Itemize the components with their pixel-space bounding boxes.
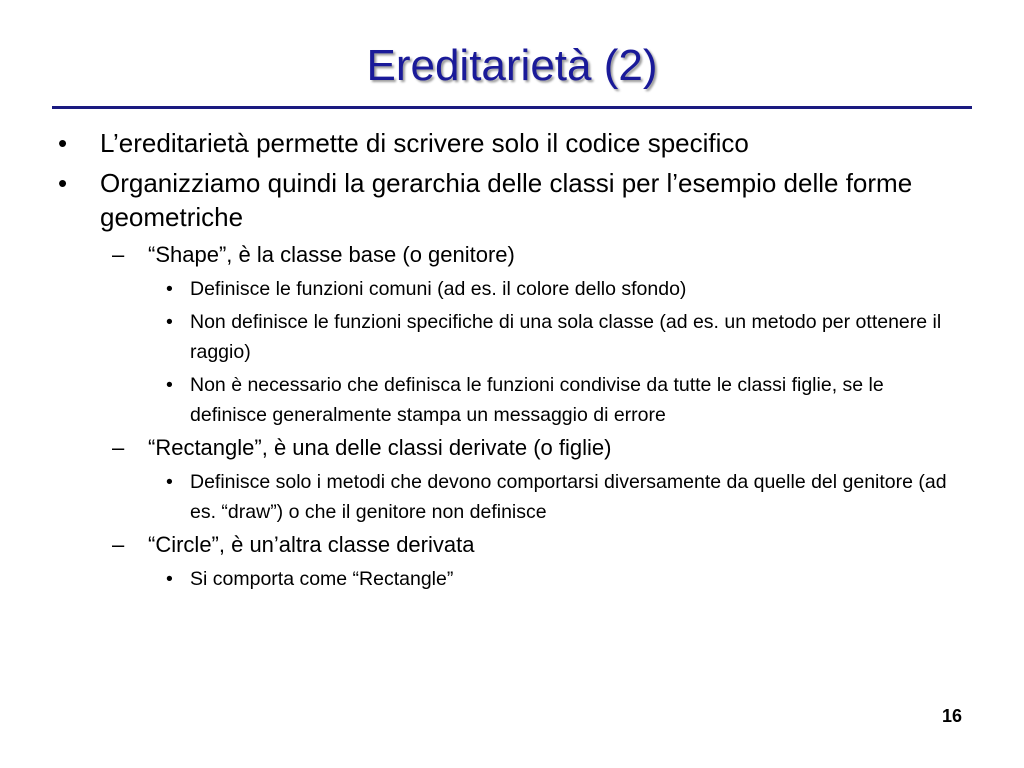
sub-sub-item <box>56 274 956 304</box>
sub-item-text: “Circle”, è un’altra classe derivata <box>148 532 475 557</box>
bullet-item <box>56 166 956 234</box>
bullet-marker: • <box>166 278 173 300</box>
sub-sub-item-text: Si comporta come “Rectangle” <box>190 568 454 590</box>
bullet-text: Organizziamo quindi la gerarchia delle classi per l’esempio delle forme geometriche <box>100 168 913 232</box>
dash-marker: – <box>112 532 125 557</box>
sub-item <box>56 433 956 463</box>
bullet-item <box>56 126 956 160</box>
sub-sub-item <box>56 307 956 367</box>
sub-sub-item-text: Non definisce le funzioni specifiche di una sola classe (ad es. un metodo per ottenere il raggio) <box>190 311 942 363</box>
bullet-text: L’ereditarietà permette di scrivere solo il codice specifico <box>100 128 749 158</box>
bullet-marker: • <box>166 471 173 493</box>
sub-sub-item-text: Definisce le funzioni comuni (ad es. il colore dello sfondo) <box>190 278 687 300</box>
dash-marker: – <box>112 435 125 460</box>
slide-title: Ereditarietà (2) <box>366 41 658 90</box>
sub-item <box>56 240 956 270</box>
bullet-marker: • <box>166 374 173 396</box>
sub-sub-item <box>56 564 956 594</box>
dash-marker: – <box>112 242 125 267</box>
title-divider <box>52 106 972 109</box>
sub-item-text: “Rectangle”, è una delle classi derivate (o figlie) <box>148 435 612 460</box>
sub-sub-item-text: Non è necessario che definisca le funzioni condivise da tutte le classi figlie, se le definisce generalmente stampa un messaggio di errore <box>190 374 884 426</box>
bullet-marker: • <box>58 168 68 198</box>
slide-content <box>56 126 956 597</box>
sub-sub-item <box>56 467 956 527</box>
bullet-marker: • <box>166 311 173 333</box>
sub-sub-item <box>56 370 956 430</box>
bullet-marker: • <box>166 568 173 590</box>
bullet-marker: • <box>58 128 68 158</box>
sub-item-text: “Shape”, è la classe base (o genitore) <box>148 242 515 267</box>
sub-item <box>56 530 956 560</box>
sub-sub-item-text: Definisce solo i metodi che devono comportarsi diversamente da quelle del genitore (ad es. “draw”) o che il genitore non definisce <box>190 471 947 523</box>
page-number: 16 <box>941 706 962 726</box>
